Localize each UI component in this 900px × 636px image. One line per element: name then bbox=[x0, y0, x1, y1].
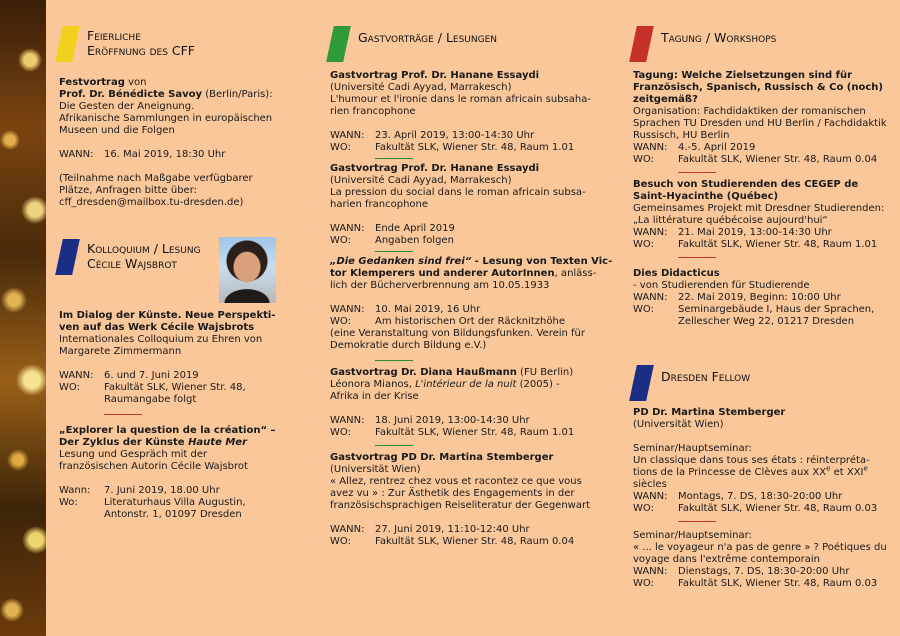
event-title-italic: „Die Gedanken sind frei“ bbox=[330, 256, 472, 267]
section-header-kolloquium bbox=[59, 239, 219, 279]
note-line: (Teilnahme nach Maßgabe verfügbarer bbox=[59, 173, 253, 184]
wann-value: 4.-5. April 2019 bbox=[678, 142, 756, 153]
event-title: Dies Didacticus bbox=[633, 268, 720, 279]
wo-label: WO: bbox=[330, 536, 351, 547]
bokeh-photo-strip bbox=[0, 0, 46, 636]
text-line: Internationales Colloquium zu Ehren von bbox=[59, 334, 263, 345]
portrait-photo-icon bbox=[219, 237, 276, 303]
event-title: ven auf das Werk Cécile Wajsbrots bbox=[59, 322, 255, 333]
festvortrag-block bbox=[59, 77, 284, 209]
event-title: Im Dialog der Künste. Neue Perspekti- bbox=[59, 310, 276, 321]
event-title: Gastvortrag Prof. Dr. Hanane Essaydi bbox=[330, 70, 540, 81]
wann-label: WANN: bbox=[59, 370, 94, 381]
wo-label: WO: bbox=[330, 235, 351, 246]
text-line: (Universität Wien) bbox=[633, 419, 724, 430]
wann-label: WANN: bbox=[59, 149, 94, 160]
wann-value: 6. und 7. Juni 2019 bbox=[104, 370, 199, 381]
wo-value: Fakultät SLK, Wiener Str. 48, Raum 0.03 bbox=[678, 503, 878, 514]
wo-value: Fakultät SLK, Wiener Str. 48, bbox=[104, 382, 246, 393]
event-title: Gastvortrag Dr. Diana Haußmann bbox=[330, 367, 517, 378]
section-title bbox=[87, 28, 195, 58]
text-line: voyage dans l'extrême contemporain bbox=[633, 554, 821, 565]
fellow-name: PD Dr. Martina Stemberger bbox=[633, 407, 786, 418]
text-line: harien francophone bbox=[330, 199, 429, 210]
title-line: Cécile Wajsbrot bbox=[87, 256, 177, 271]
wo-label: WO: bbox=[633, 239, 654, 250]
wann-value: 18. Juni 2019, 13:00-14:30 Uhr bbox=[375, 415, 530, 426]
text-line: Lesung und Gespräch mit der bbox=[59, 449, 208, 460]
title-line: Feierliche bbox=[87, 28, 141, 43]
text-part: tions de la Princesse de Clèves aux XX bbox=[633, 467, 827, 478]
wo-value: Fakultät SLK, Wiener Str. 48, Raum 1.01 bbox=[678, 239, 878, 250]
wann-value: Montags, 7. DS, 18:30-20:00 Uhr bbox=[678, 491, 843, 502]
wo-value: Literaturhaus Villa Augustin, bbox=[104, 497, 246, 508]
green-separator bbox=[375, 158, 413, 159]
yellow-flag-icon bbox=[55, 26, 80, 62]
event-title: Besuch von Studierenden des CEGEP de bbox=[633, 179, 859, 190]
text-line: Sprachen TU Dresden und HU Berlin / Fachdidaktik bbox=[633, 118, 887, 129]
note-line: Plätze, Anfragen bitte über: bbox=[59, 185, 198, 196]
title-line: Eröffnung des CFF bbox=[87, 43, 195, 58]
wann-value: 22. Mai 2019, Beginn: 10:00 Uhr bbox=[678, 292, 841, 303]
green-separator bbox=[375, 445, 413, 446]
wo-label: WO: bbox=[633, 503, 654, 514]
red-flag-icon bbox=[629, 26, 654, 62]
text-line: « ... le voyageur n'a pas de genre » ? Poétiques du bbox=[633, 542, 887, 553]
wo-label: WO: bbox=[633, 154, 654, 165]
text-line: (Universität Wien) bbox=[330, 464, 421, 475]
green-separator bbox=[375, 360, 413, 361]
wann-label: Wann: bbox=[59, 485, 91, 496]
gastvortraege-list bbox=[330, 70, 613, 548]
wann-label: WANN: bbox=[633, 566, 668, 577]
event-title: „Explorer la question de la création“ – bbox=[59, 425, 276, 436]
event-title-part: Der Zyklus der Künste bbox=[59, 437, 189, 448]
speaker-location: (Berlin/Paris): bbox=[202, 89, 273, 100]
text-line: siècles bbox=[633, 479, 667, 490]
text-line: Gemeinsames Projekt mit Dresdner Studierenden: bbox=[633, 203, 885, 214]
wann-value: 7. Juni 2019, 18.00 Uhr bbox=[104, 485, 220, 496]
event-title: Französisch, Spanisch, Russisch & Co (noch) bbox=[633, 82, 883, 93]
note-line: Demokratie durch Bildung e.V.) bbox=[330, 340, 487, 351]
tagung-list bbox=[633, 70, 887, 328]
section-header-gastvortraege bbox=[330, 26, 585, 66]
text-line: Russisch, HU Berlin bbox=[633, 130, 730, 141]
wann-value: Ende April 2019 bbox=[375, 223, 455, 234]
text-italic: L'intérieur de la nuit bbox=[415, 379, 517, 390]
text-line: « Allez, rentrez chez vous et racontez ce que vous bbox=[330, 476, 582, 487]
text-line: lich der Bücherverbrennung am 10.05.1933 bbox=[330, 280, 550, 291]
text-line: (Université Cadi Ayyad, Marrakesch) bbox=[330, 82, 512, 93]
text-line: Museen und die Folgen bbox=[59, 125, 175, 136]
wo-label: Wo: bbox=[59, 497, 78, 508]
text-line: französischen Autorin Cécile Wajsbrot bbox=[59, 461, 248, 472]
wo-value: Seminargebäude I, Haus der Sprachen, bbox=[678, 304, 875, 315]
fellow-block bbox=[633, 407, 887, 590]
text-part: (2005) - bbox=[516, 379, 560, 390]
red-separator bbox=[104, 414, 142, 415]
text-line: La pression du social dans le roman africain subsa- bbox=[330, 187, 586, 198]
event-title: zeitgemäß? bbox=[633, 94, 698, 105]
blue-flag-icon bbox=[629, 365, 654, 401]
wann-label: WANN: bbox=[633, 227, 668, 238]
green-separator bbox=[375, 251, 413, 252]
red-separator bbox=[678, 521, 716, 522]
wann-value: 16. Mai 2019, 18:30 Uhr bbox=[104, 149, 226, 160]
wo-value: Fakultät SLK, Wiener Str. 48, Raum 1.01 bbox=[375, 427, 575, 438]
wann-label: WANN: bbox=[330, 223, 365, 234]
wann-label: WANN: bbox=[633, 491, 668, 502]
wo-value: Antonstr. 1, 01097 Dresden bbox=[104, 509, 242, 520]
wann-label: WANN: bbox=[633, 142, 668, 153]
wann-value: 10. Mai 2019, 16 Uhr bbox=[375, 304, 481, 315]
green-flag-icon bbox=[326, 26, 351, 62]
wo-value: Am historischen Ort der Räcknitzhöhe bbox=[375, 316, 565, 327]
wo-value: Raumangabe folgt bbox=[104, 394, 197, 405]
wann-label: WANN: bbox=[330, 130, 365, 141]
text-line: - von Studierenden für Studierende bbox=[633, 280, 810, 291]
wann-value: 27. Juni 2019, 11:10-12:40 Uhr bbox=[375, 524, 530, 535]
title-line: Kolloquium / Lesung bbox=[87, 241, 201, 256]
text-part: , anläss- bbox=[554, 268, 597, 279]
wo-label: WO: bbox=[633, 304, 654, 315]
wo-label: WO: bbox=[330, 316, 351, 327]
wann-value: Dienstags, 7. DS, 18:30-20:00 Uhr bbox=[678, 566, 850, 577]
event-title-part: tor Klemperers und anderer AutorInnen bbox=[330, 268, 555, 279]
wo-value: Fakultät SLK, Wiener Str. 48, Raum 0.04 bbox=[678, 154, 878, 165]
event-title: Gastvortrag PD Dr. Martina Stemberger bbox=[330, 452, 554, 463]
text-line: Organisation: Fachdidaktiken der romanischen bbox=[633, 106, 866, 117]
event-title: Tagung: Welche Zielsetzungen sind für bbox=[633, 70, 853, 81]
section-title bbox=[87, 241, 201, 271]
text-line: avez vu » : Zur Ästhetik des Engagements in der bbox=[330, 488, 575, 499]
kolloquium-block bbox=[59, 310, 284, 521]
section-title: Gastvorträge / Lesungen bbox=[358, 30, 498, 45]
text-line: französischsprachigen Reiseliteratur der Gegenwart bbox=[330, 500, 591, 511]
note-line: (eine Veranstaltung von Bildungsfunken. Verein für bbox=[330, 328, 586, 339]
wo-value: Zellescher Weg 22, 01217 Dresden bbox=[678, 316, 855, 327]
event-title: Gastvortrag Prof. Dr. Hanane Essaydi bbox=[330, 163, 540, 174]
text-line: (Université Cadi Ayyad, Marrakesch) bbox=[330, 175, 512, 186]
wo-value: Fakultät SLK, Wiener Str. 48, Raum 1.01 bbox=[375, 142, 575, 153]
text-line: Seminar/Hauptseminar: bbox=[633, 443, 752, 454]
intro-rest: von bbox=[124, 77, 147, 88]
wann-label: WANN: bbox=[633, 292, 668, 303]
event-title-part: - Lesung von Texten Vic- bbox=[471, 256, 613, 267]
email-link[interactable]: cff_dresden@mailbox.tu-dresden.de) bbox=[59, 197, 244, 208]
text-line: rien francophone bbox=[330, 106, 416, 117]
section-header-fellow bbox=[633, 365, 883, 405]
wo-label: WO: bbox=[330, 142, 351, 153]
text-line: Afrikanische Sammlungen in europäischen bbox=[59, 113, 273, 124]
wann-value: 23. April 2019, 13:00-14:30 Uhr bbox=[375, 130, 535, 141]
wo-value: Fakultät SLK, Wiener Str. 48, Raum 0.04 bbox=[375, 536, 575, 547]
wo-label: WO: bbox=[633, 578, 654, 589]
red-separator bbox=[678, 257, 716, 258]
text-part: (FU Berlin) bbox=[516, 367, 574, 378]
text-line: L'humour et l'ironie dans le roman africain subsaha- bbox=[330, 94, 591, 105]
wo-label: WO: bbox=[330, 427, 351, 438]
wo-label: WO: bbox=[59, 382, 80, 393]
wann-label: WANN: bbox=[330, 524, 365, 535]
section-header-eroeffnung bbox=[59, 26, 284, 66]
intro-bold: Festvortrag bbox=[59, 77, 125, 88]
speaker-name: Prof. Dr. Bénédicte Savoy bbox=[59, 89, 203, 100]
superscript: e bbox=[826, 464, 831, 473]
text-part: et XXI bbox=[830, 467, 864, 478]
text-line: „La littérature québécoise aujourd'hui“ bbox=[633, 215, 828, 226]
text-line: Afrika in der Krise bbox=[330, 391, 419, 402]
wo-value: Fakultät SLK, Wiener Str. 48, Raum 0.03 bbox=[678, 578, 878, 589]
text-line: Seminar/Hauptseminar: bbox=[633, 530, 752, 541]
wann-label: WANN: bbox=[330, 415, 365, 426]
wann-label: WANN: bbox=[330, 304, 365, 315]
blue-flag-icon bbox=[55, 239, 80, 275]
wo-value: Angaben folgen bbox=[375, 235, 454, 246]
text-line: Un classique dans tous ses états : réinterpréta- bbox=[633, 455, 870, 466]
section-title: Tagung / Workshops bbox=[661, 30, 777, 45]
event-title: Saint-Hyacinthe (Québec) bbox=[633, 191, 779, 202]
red-separator bbox=[678, 172, 716, 173]
text-line: Die Gesten der Aneignung. bbox=[59, 101, 195, 112]
text-part: Léonora Mianos, bbox=[330, 379, 416, 390]
wann-value: 21. Mai 2019, 13:00-14:30 Uhr bbox=[678, 227, 832, 238]
section-title: Dresden Fellow bbox=[661, 369, 751, 384]
text-line: Margarete Zimmermann bbox=[59, 346, 182, 357]
event-title-italic: Haute Mer bbox=[188, 437, 248, 448]
section-header-tagung bbox=[633, 26, 883, 66]
superscript: e bbox=[863, 464, 868, 473]
